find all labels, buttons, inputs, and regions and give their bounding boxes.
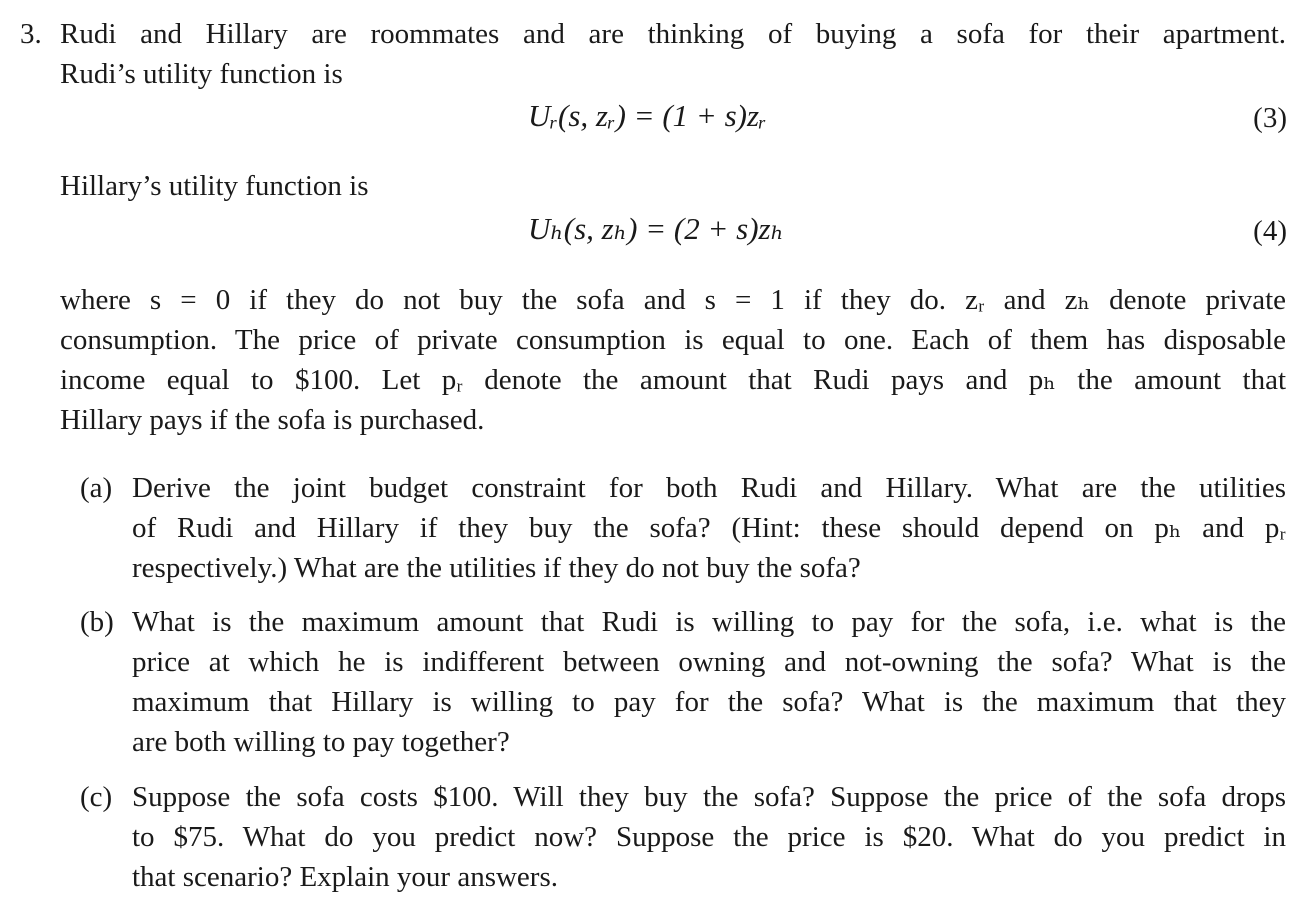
part-b-line-1: What is the maximum amount that Rudi is willing to pay for the sofa, i.e. what is the — [132, 606, 1286, 638]
question-number: 3. — [20, 18, 42, 50]
part-b-label: (b) — [80, 606, 114, 638]
para-line-3: income equal to $100. Let pᵣ denote the amount that Rudi pays and pₕ the amount that — [60, 364, 1286, 396]
part-c-line-3: that scenario? Explain your answers. — [132, 861, 558, 893]
intro-line-1: Rudi and Hillary are roommates and are thinking of buying a sofa for their apartment. — [60, 18, 1286, 50]
part-a-line-2: of Rudi and Hillary if they buy the sofa? (Hint: these should depend on pₕ and pᵣ — [132, 512, 1286, 544]
part-a-line-3: respectively.) What are the utilities if they do not buy the sofa? — [132, 552, 861, 584]
equation-4-number: (4) — [1253, 215, 1287, 247]
equation-3-number: (3) — [1253, 102, 1287, 134]
part-b-line-2: price at which he is indifferent between owning and not-owning the sofa? What is the — [132, 646, 1286, 678]
part-c-line-2: to $75. What do you predict now? Suppose the price is $20. What do you predict in — [132, 821, 1286, 853]
equation-3: Uᵣ(s, zᵣ) = (1 + s)zᵣ — [528, 98, 767, 133]
part-c-label: (c) — [80, 781, 113, 813]
part-a-line-1: Derive the joint budget constraint for both Rudi and Hillary. What are the utilities — [132, 472, 1286, 504]
part-c-line-1: Suppose the sofa costs $100. Will they buy the sofa? Suppose the price of the sofa drops — [132, 781, 1286, 813]
para-line-1: where s = 0 if they do not buy the sofa and s = 1 if they do. zᵣ and zₕ denote private — [60, 284, 1286, 316]
intro-line-2: Rudi’s utility function is — [60, 58, 343, 90]
part-b-line-4: are both willing to pay together? — [132, 726, 510, 758]
part-a-label: (a) — [80, 472, 113, 504]
equation-4: Uₕ(s, zₕ) = (2 + s)zₕ — [528, 211, 785, 246]
hillary-intro: Hillary’s utility function is — [60, 170, 369, 202]
para-line-2: consumption. The price of private consumption is equal to one. Each of them has disposable — [60, 324, 1286, 356]
part-b-line-3: maximum that Hillary is willing to pay for the sofa? What is the maximum that they — [132, 686, 1286, 718]
para-line-4: Hillary pays if the sofa is purchased. — [60, 404, 485, 436]
